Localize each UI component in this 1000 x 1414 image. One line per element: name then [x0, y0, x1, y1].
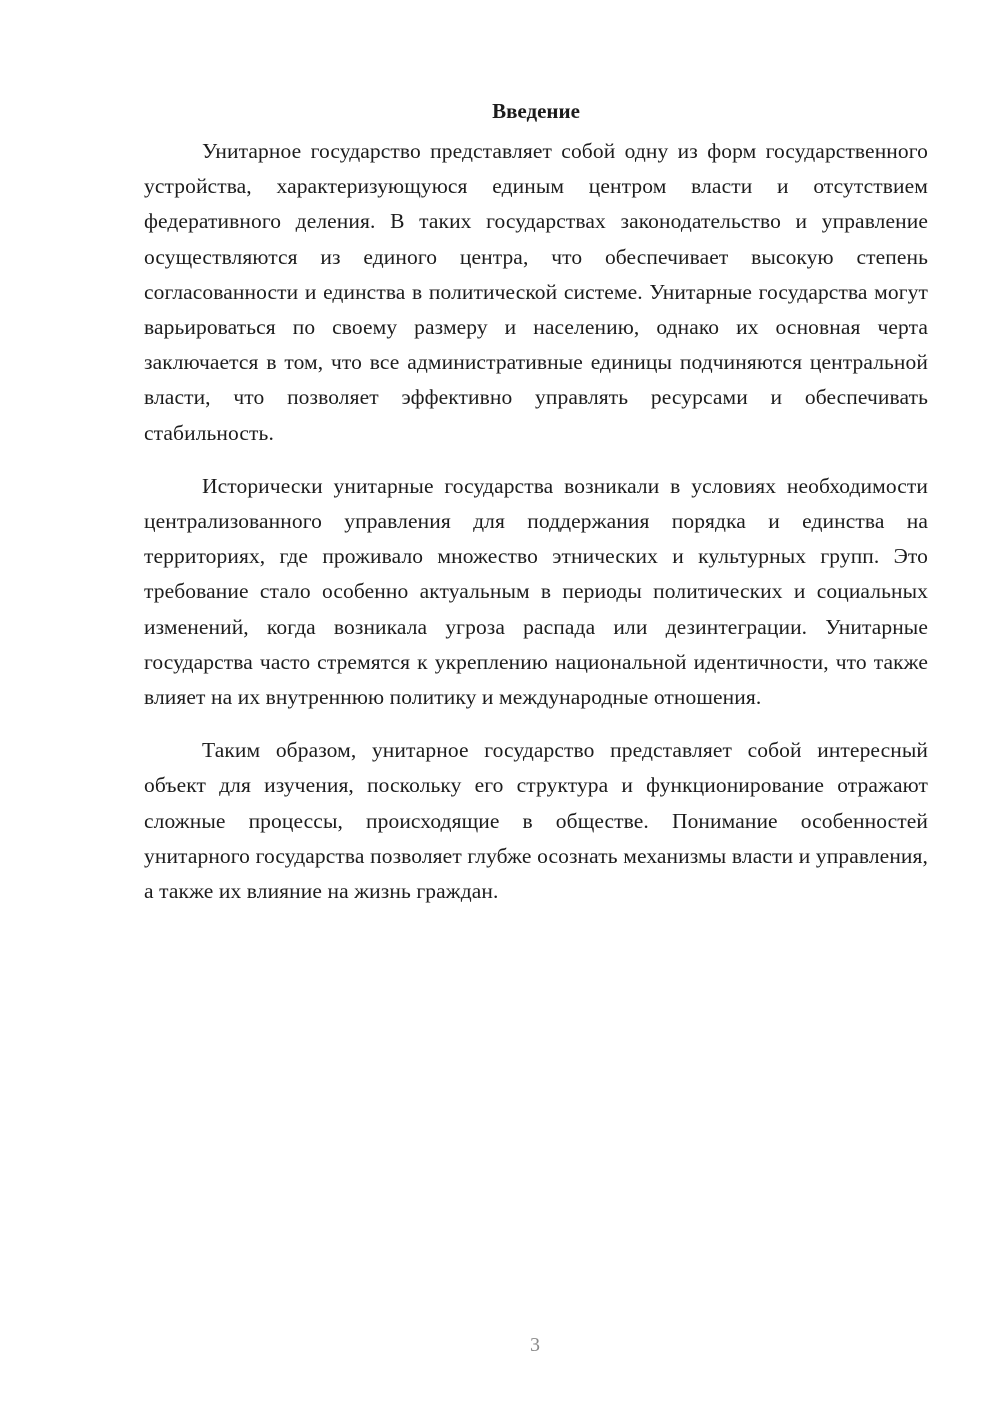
section-title: Введение	[492, 99, 580, 123]
paragraph-1: Унитарное государство представляет собой одну из форм государственного устройства, характеризующуюся единым центром власти и отсутствием федеративного деления. В таких государствах законодательство и управление осуществляются из единого центра, что обеспечивает высокую степень согласованности и единства в политической системе. Унитарные государства могут варьироваться по своему размеру и населению, однако их основная черта заключается в том, что все административные единицы подчиняются центральной власти, что позволяет эффективно управлять ресурсами и обеспечивать стабильность.	[144, 139, 928, 445]
page-content	[144, 94, 928, 927]
page-number: 3	[530, 1334, 540, 1356]
paragraph-2: Исторически унитарные государства возникали в условиях необходимости централизованного управления для поддержания порядка и единства на территориях, где проживало множество этнических и культурных групп. Это требование стало особенно актуальным в периоды политических и социальных изменений, когда возникала угроза распада или дезинтеграции. Унитарные государства часто стремятся к укреплению национальной идентичности, что также влияет на их внутреннюю политику и международные отношения.	[144, 473, 928, 710]
paragraph-3: Таким образом, унитарное государство представляет собой интересный объект для изучения, поскольку его структура и функционирование отражают сложные процессы, происходящие в обществе. Понимание особенностей унитарного государства позволяет глубже осознать механизмы власти и управления, а также их влияние на жизнь граждан.	[144, 738, 928, 904]
